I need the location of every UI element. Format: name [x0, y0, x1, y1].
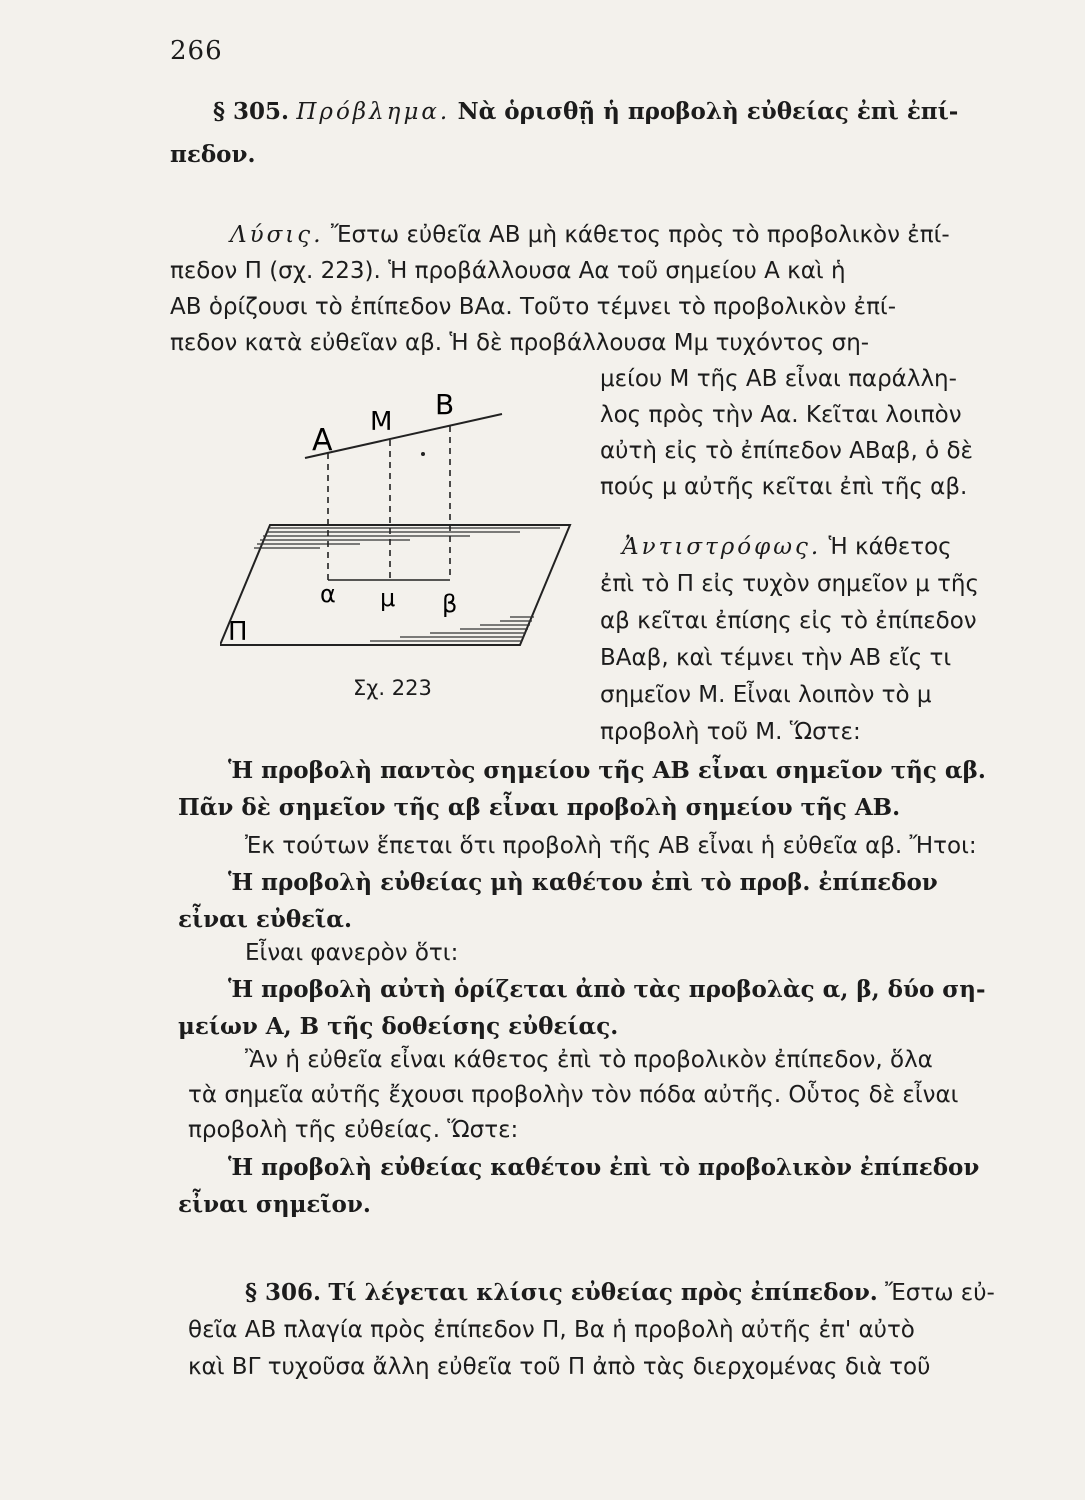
section-type: Πρόβλημα.: [296, 99, 451, 125]
conclusion-1-line-1: Ἡ προβολὴ παντὸς σημείου τῆς ΑΒ εἶναι σημεῖον τῆς αβ.: [228, 757, 986, 784]
plane-shading-bottom: [370, 617, 534, 641]
section-306-title: Τί λέγεται κλίσις εὐθείας πρὸς ἐπίπεδον.: [328, 1279, 878, 1306]
conclusion-2-line-1: Ἡ προβολὴ εὐθείας μὴ καθέτου ἐπὶ τὸ προβ. ἐπίπεδον: [228, 869, 938, 896]
page-number: 266: [170, 36, 223, 66]
conclusion-3-line-1: Ἡ προβολὴ αὐτὴ ὁρίζεται ἀπὸ τὰς προβολὰς α, β, δύο ση-: [228, 976, 986, 1003]
converse-line-5: σημεῖον Μ. Εἶναι λοιπὸν τὸ μ: [600, 682, 932, 708]
label-M: Μ: [370, 407, 393, 437]
follows-line: Ἐκ τούτων ἕπεται ὅτι προβολὴ τῆς ΑΒ εἶναι ἡ εὐθεῖα αβ. Ἤτοι:: [245, 833, 977, 859]
section-305-heading: [213, 97, 958, 127]
evident-line: Εἶναι φανερὸν ὅτι:: [245, 940, 459, 966]
section-number: § 305.: [213, 98, 290, 125]
solution-line-6: λος πρὸς τὴν Αα. Κεῖται λοιπὸν: [600, 402, 962, 428]
converse-line-6: προβολὴ τοῦ Μ. Ὥστε:: [600, 719, 861, 745]
label-B: Β: [435, 390, 455, 421]
solution-line-2: πεδον Π (σχ. 223). Ἡ προβάλλουσα Αα τοῦ σημείου Α καὶ ἡ: [170, 258, 846, 284]
solution-line-3: ΑΒ ὁρίζουσι τὸ ἐπίπεδον ΒΑα. Τοῦτο τέμνει τὸ προβολικὸν ἐπί-: [170, 294, 896, 320]
plane-shading-top: [254, 528, 560, 548]
label-P: Π: [228, 617, 248, 647]
perp-line-3: προβολὴ τῆς εὐθείας. Ὥστε:: [188, 1117, 519, 1143]
solution-text: Ἔστω εὐθεῖα ΑΒ μὴ κάθετος πρὸς τὸ προβολικὸν ἐπί-: [330, 222, 950, 248]
label-b: β: [442, 590, 458, 618]
section-title: Νὰ ὁρισθῇ ἡ προβολὴ εὐθείας ἐπὶ ἐπί-: [457, 98, 959, 125]
converse-line-4: ΒΑαβ, καὶ τέμνει τὴν ΑΒ εἴς τι: [600, 645, 952, 671]
conclusion-4-line-2: εἶναι σημεῖον.: [178, 1191, 371, 1218]
perp-line-2: τὰ σημεῖα αὐτῆς ἔχουσι προβολὴν τὸν πόδα αὐτῆς. Οὗτος δὲ εἶναι: [188, 1082, 959, 1108]
conclusion-2-line-2: εἶναι εὐθεῖα.: [178, 906, 353, 933]
section-title-cont: πεδον.: [170, 141, 256, 168]
solution-line-7: αὐτὴ εἰς τὸ ἐπίπεδον ΑΒαβ, ὁ δὲ: [600, 438, 973, 464]
section-306-text: Ἔστω εὐ-: [885, 1280, 995, 1306]
section-306-number: § 306.: [245, 1279, 322, 1306]
perp-line-1: Ἂν ἡ εὐθεῖα εἶναι κάθετος ἐπὶ τὸ προβολικὸν ἐπίπεδον, ὅλα: [245, 1047, 933, 1073]
label-m: μ: [380, 584, 396, 612]
converse-line-1: [622, 532, 952, 562]
solution-label: Λύσις.: [230, 222, 324, 248]
conclusion-4-line-1: Ἡ προβολὴ εὐθείας καθέτου ἐπὶ τὸ προβολικὸν ἐπίπεδον: [228, 1154, 980, 1181]
label-A: Α: [312, 423, 333, 458]
conclusion-3-line-2: μείων Α, Β τῆς δοθείσης εὐθείας.: [178, 1013, 619, 1040]
converse-text: Ἡ κάθετος: [828, 534, 952, 560]
section-306-line-2: θεῖα ΑΒ πλαγία πρὸς ἐπίπεδον Π, Βα ἡ προβολὴ αὐτῆς ἐπ' αὐτὸ: [188, 1317, 915, 1343]
figure-223: [220, 390, 580, 670]
converse-line-3: αβ κεῖται ἐπίσης εἰς τὸ ἐπίπεδον: [600, 608, 977, 634]
line-AB: [305, 414, 502, 458]
solution-line-5: μείου Μ τῆς ΑΒ εἶναι παράλλη-: [600, 366, 957, 392]
solution-line-4: πεδον κατὰ εὐθεῖαν αβ. Ἡ δὲ προβάλλουσα Μμ τυχόντος ση-: [170, 330, 870, 356]
solution-line-1: [230, 220, 950, 250]
label-a: α: [320, 580, 336, 608]
point-dot: [421, 452, 425, 456]
section-306-heading: [245, 1278, 995, 1308]
figure-caption: Σχ. 223: [353, 676, 432, 700]
solution-line-8: πούς μ αὐτῆς κεῖται ἐπὶ τῆς αβ.: [600, 474, 968, 500]
converse-line-2: ἐπὶ τὸ Π εἰς τυχὸν σημεῖον μ τῆς: [600, 571, 980, 597]
conclusion-1-line-2: Πᾶν δὲ σημεῖον τῆς αβ εἶναι προβολὴ σημείου τῆς ΑΒ.: [178, 794, 901, 821]
section-306-line-3: καὶ ΒΓ τυχοῦσα ἄλλη εὐθεῖα τοῦ Π ἀπὸ τὰς διερχομένας διὰ τοῦ: [188, 1354, 931, 1380]
converse-label: Ἀντιστρόφως.: [622, 534, 822, 560]
